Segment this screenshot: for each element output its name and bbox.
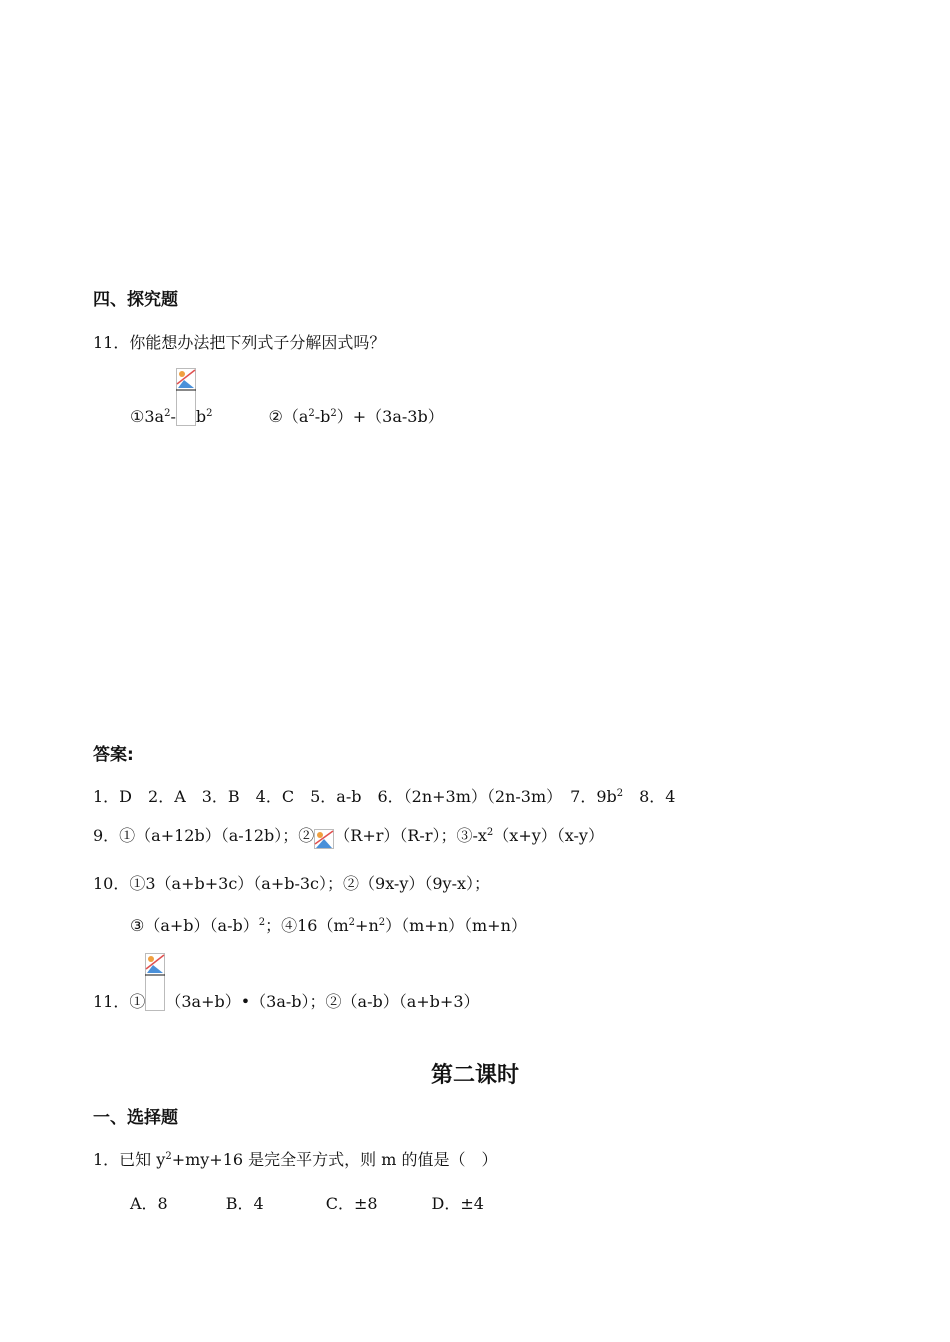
inline-image-icon [314,829,334,849]
section-heading-multiple-choice: 一、选择题 [93,1108,178,1128]
question-1: 1．已知 $y^2+my+16$ 是完全平方式，则 m 的值是（ ） [93,1150,498,1169]
option-c: C．±8 [325,1194,378,1213]
option-b: B．4 [225,1194,264,1213]
lesson-title: 第二课时 [430,1063,519,1088]
option-d: D．±4 [431,1194,484,1213]
answers-line-11: 11．① （3a+b）•（3a-b）；②（a-b）（a+b+3） [93,955,480,1015]
answers-line-10-continued: $③(a+b)(a-b)^2$；$④16(m^2+n^2)(m+n)(m+n)$ [130,916,527,935]
question-11: 11．你能想办法把下列式子分解因式吗？ [93,333,386,352]
answers-heading: 答案: [93,745,134,765]
question-1-options [130,1194,484,1214]
fraction-image-icon [145,953,165,1011]
answers-line-1-8: 1．D 2．A 3．B 4．C 5．a-b 6．（2n+3m）（2n-3m） 7．$9b^2$ 8．4 [93,787,676,806]
question-11-parts: $①3a^2-$ $b^2$ $②(a^2-b^2)+(3a-3b)$ [130,370,444,430]
section-heading-inquiry: 四、探究题 [93,290,178,310]
fraction-image-icon [176,368,196,426]
option-a: A．8 [130,1194,168,1213]
answers-line-9: 9．①（a+12b）（a-12b）；② （R+r）（R-r）；$③-x^2(x+y)(x-y)$ [93,826,604,847]
answers-line-10: 10．①3（a+b+3c）（a+b-3c）；②（9x-y）（9y-x）； [93,874,491,893]
